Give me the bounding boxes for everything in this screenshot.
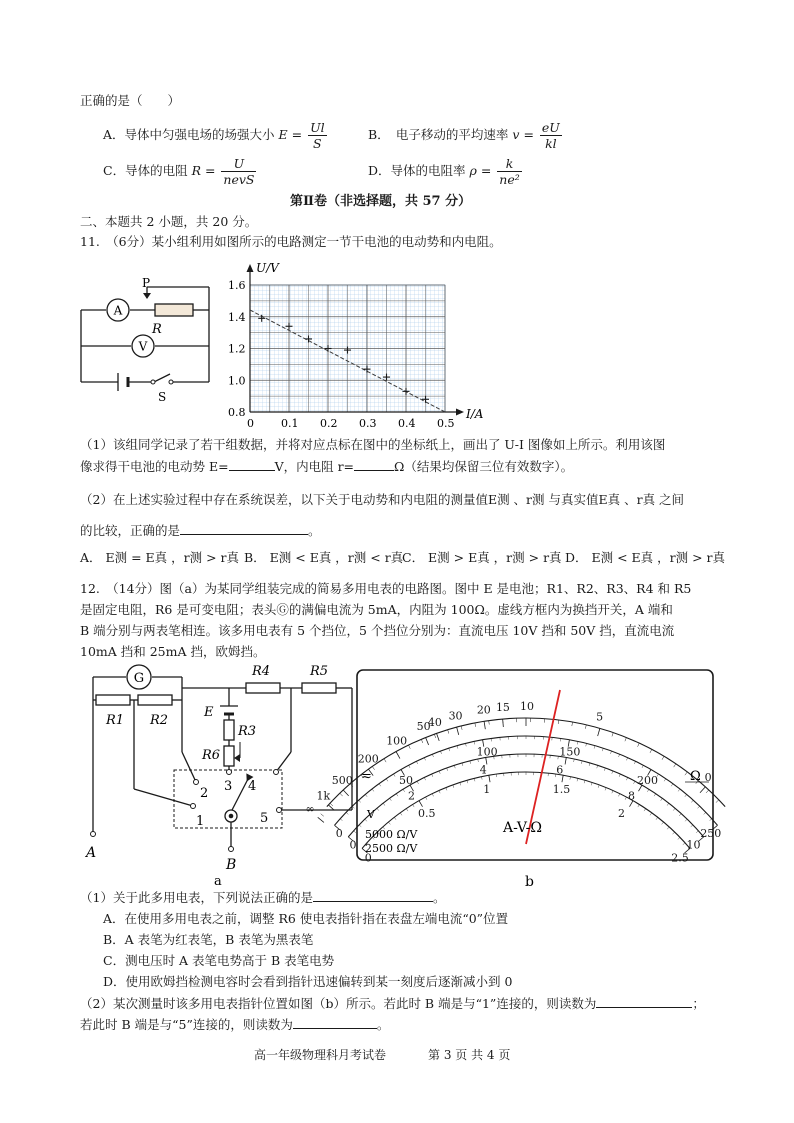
fraction: $\frac{Ul}{S}$ xyxy=(310,120,325,151)
scale-10-label: 8 xyxy=(628,789,635,803)
contact-5 xyxy=(277,808,282,813)
ohm-scale-label: 500 xyxy=(331,774,353,788)
ohm-scale-label: 30 xyxy=(448,709,463,723)
x-tick-label: 0.5 xyxy=(437,417,455,430)
x-tick-label: 0.3 xyxy=(359,417,377,430)
ohm-scale-label: 1k xyxy=(316,789,331,803)
q12-choice-blank[interactable] xyxy=(313,888,433,902)
scale-10-label: 10 xyxy=(686,838,701,852)
fraction: $\frac{k}{\text{ne²}}$ xyxy=(499,156,520,187)
terminal-a-label: A xyxy=(86,845,97,861)
q12-line2: 是固定电阻，R6 是可变电阻；表头Ⓖ的满偏电流为 5mA，内阻为 100Ω。虚线方框内为换挡开关，A 端和 xyxy=(80,602,673,617)
q12-line4: 10mA 挡和 25mA 挡，欧姆挡。 xyxy=(80,644,266,659)
rheostat-label: R xyxy=(152,322,162,337)
scale-250-label: 250 xyxy=(700,827,722,841)
contact-4-label: 4 xyxy=(248,779,257,794)
scale-2-5-label: 2 xyxy=(618,806,625,820)
r6-label: R6 xyxy=(202,748,221,763)
q12-option-b[interactable]: B．A 表笔为红表笔，B 表笔为黑表笔 xyxy=(103,932,314,947)
fraction: $\frac{eU}{kl}$ xyxy=(541,120,560,151)
x-axis-label: I/A xyxy=(466,407,484,421)
figure-a-caption: a xyxy=(214,874,222,889)
y-tick-label: 1.2 xyxy=(228,342,246,356)
r3-label: R3 xyxy=(238,724,257,739)
ohm-scale-label: 15 xyxy=(495,701,510,715)
voltmeter-label: V xyxy=(138,339,148,354)
y-axis-arrow-icon xyxy=(247,264,254,272)
emf-answer-blank[interactable] xyxy=(229,457,275,471)
ohm-scale-label: 40 xyxy=(427,715,442,729)
slider-arrow-icon xyxy=(143,293,151,299)
resistance-answer-blank[interactable] xyxy=(354,457,394,471)
r3-resistor xyxy=(224,720,234,740)
q10-option-a[interactable]: A．导体中匀强电场的场强大小 E = $\frac{Ul}{S}$ xyxy=(103,120,325,151)
scale-10-label: 4 xyxy=(479,763,487,777)
contact-2-label: 2 xyxy=(200,786,209,801)
q10-stem: 正确的是（ ） xyxy=(80,93,181,108)
q11-option-b[interactable]: B． E测 < E真 ，r测 < r真 xyxy=(244,550,404,565)
footer-page-number: 第 3 页 共 4 页 xyxy=(428,1048,511,1062)
reading-1-blank[interactable] xyxy=(596,994,692,1008)
x-tick-label: 0.2 xyxy=(320,417,338,430)
battery-label: E xyxy=(204,705,214,720)
x-axis-arrow-icon xyxy=(456,409,464,416)
fraction: $\frac{U}{\text{nevS}}$ xyxy=(223,156,255,187)
y-axis-label: U/V xyxy=(256,261,279,275)
contact-4 xyxy=(274,770,279,775)
ohm-scale-label: 50 xyxy=(416,720,431,734)
q11-option-a[interactable]: A． E测 = E真 ，r测 > r真 xyxy=(80,550,240,565)
contact-3-label: 3 xyxy=(224,779,233,794)
scale-250-label: 150 xyxy=(559,745,581,759)
r1-resistor xyxy=(96,695,130,705)
scale-10-label: 6 xyxy=(556,763,564,777)
r6-slider-arrow-icon xyxy=(234,754,240,762)
meter-spec-1: 5000 Ω/V xyxy=(365,828,418,841)
x-tick-label: 0.4 xyxy=(398,417,416,430)
scale-250-label: 100 xyxy=(476,745,498,759)
q12-option-a[interactable]: A．在使用多用电表之前，调整 R6 使电表指针指在表盘左端电流“0”位置 xyxy=(103,911,509,926)
r4-resistor xyxy=(246,683,280,693)
y-tick-label: 1.0 xyxy=(228,374,246,388)
scale-2-5-label: 1.5 xyxy=(552,783,571,797)
r6-variable-resistor xyxy=(224,746,234,766)
r2-resistor xyxy=(138,695,172,705)
contact-2 xyxy=(194,780,199,785)
q12-part2-line1: （2）某次测量时该多用电表指针位置如图（b）所示。若此时 B 端是与“1”连接的，则读数为 ； xyxy=(80,996,705,1011)
scale-2-5-label: 1 xyxy=(483,783,491,797)
q11-part1-line2: 像求得干电池的电动势 E= V，内电阻 r= Ω（结果均保留三位有效数字）。 xyxy=(80,459,574,474)
ohm-scale-label: 200 xyxy=(357,752,379,766)
x-tick-label: 0.1 xyxy=(281,417,299,430)
scale-250-label: 200 xyxy=(637,773,658,787)
scale-10-label: 2 xyxy=(408,789,415,803)
q12-option-d[interactable]: D．使用欧姆挡检测电容时会看到指针迅速偏转到某一刻度后逐渐减小到 0 xyxy=(103,974,513,989)
y-tick-label: 0.8 xyxy=(228,406,246,419)
ohm-symbol: Ω xyxy=(690,769,701,784)
galvanometer-label: G xyxy=(133,671,145,686)
q11-circuit-diagram xyxy=(76,270,226,410)
ohm-scale-label: 100 xyxy=(386,734,408,748)
ohm-scale-label: 0 xyxy=(704,770,712,784)
scale-2-5-label: 0 xyxy=(364,851,372,865)
r4-label: R4 xyxy=(252,664,271,679)
r1-label: R1 xyxy=(106,713,125,728)
contact-1 xyxy=(191,804,196,809)
y-tick-label: 1.6 xyxy=(228,279,246,292)
q11-part2-line1: （2）在上述实验过程中存在系统误差，以下关于电动势和内电阻的测量值E测 、r测 与真实值E真 、r真 之间 xyxy=(80,492,685,507)
q11-option-c[interactable]: C． E测 > E真 ，r测 > r真 xyxy=(402,550,562,565)
q10-option-b[interactable]: B． 电子移动的平均速率 v = $\frac{eU}{kl}$ xyxy=(368,120,560,151)
switch-label: S xyxy=(158,390,167,404)
terminal-a xyxy=(91,832,96,837)
v-symbol: V xyxy=(367,808,375,821)
q12-multimeter-circuit xyxy=(76,662,356,890)
r5-label: R5 xyxy=(310,664,329,679)
terminal-b xyxy=(229,847,234,852)
meter-brand: A-V-Ω xyxy=(503,820,542,836)
terminal-b-label: B xyxy=(226,857,237,873)
switch-icon xyxy=(151,380,155,384)
reading-5-blank[interactable] xyxy=(293,1015,377,1029)
meter-spec-2: 2500 Ω/V xyxy=(365,842,418,855)
r5-resistor xyxy=(302,683,336,693)
q11-choice-blank[interactable] xyxy=(180,521,308,535)
q12-line3: B 端分别与两表笔相连。该多用电表有 5 个挡位，5 个挡位分别为：直流电压 10V 挡和 50V 挡，直流电流 xyxy=(80,623,675,638)
ohm-scale-label: ∞ xyxy=(305,802,315,816)
scale-10-label: 0 xyxy=(349,838,357,852)
q11-part1-line1: （1）该组同学记录了若干组数据，并将对应点标在图中的坐标纸上，画出了 U-I 图像如上所示。利用该图 xyxy=(80,437,666,452)
ammeter-label: A xyxy=(113,303,123,318)
scale-2-5-label: 2.5 xyxy=(671,851,689,865)
q11-part2-line2: 的比较，正确的是 。 xyxy=(80,523,321,538)
scale-250-label: 50 xyxy=(399,773,413,787)
scale-250-label: 0 xyxy=(335,827,343,841)
contact-3 xyxy=(227,770,232,775)
r2-label: R2 xyxy=(150,713,169,728)
x-tick-label: 0 xyxy=(247,417,254,430)
q11-ui-graph xyxy=(226,258,496,428)
q12-line1: 12. （14分）图（a）为某同学组装完成的简易多用电表的电路图。图中 E 是电池；R1、R2、R3、R4 和 R5 xyxy=(80,581,692,596)
q11-stem: 11. （6分）某小组利用如图所示的电路测定一节干电池的电动势和内电阻。 xyxy=(80,234,502,249)
y-tick-label: 1.4 xyxy=(228,310,246,324)
contact-1-label: 1 xyxy=(196,814,205,829)
ohm-scale-label: 5 xyxy=(596,710,604,724)
q10-option-d[interactable]: D．导体的电阻率 ρ = $\frac{k}{\text{ne²}}$ xyxy=(368,156,520,187)
q12-option-c[interactable]: C．测电压时 A 表笔电势高于 B 表笔电势 xyxy=(103,953,335,968)
q12-part2-line2: 若此时 B 端是与“5”连接的，则读数为 。 xyxy=(80,1017,390,1032)
scale-2-5-label: 0.5 xyxy=(418,806,436,820)
ohm-scale-label: 20 xyxy=(476,703,491,717)
section-intro: 二、本题共 2 小题，共 20 分。 xyxy=(80,214,258,229)
section-title: 第Ⅱ卷（非选择题，共 57 分） xyxy=(290,194,472,209)
footer-exam-title: 高一年级物理科月考试卷 xyxy=(254,1048,387,1062)
slider-label: P xyxy=(142,276,151,290)
dc-symbol: ≂ xyxy=(361,769,372,784)
contact-5-label: 5 xyxy=(260,811,269,826)
q12-part1-stem: （1）关于此多用电表，下列说法正确的是 。 xyxy=(80,890,446,905)
q10-option-c[interactable]: C．导体的电阻 R = $\frac{U}{\text{nevS}}$ xyxy=(103,156,255,187)
ohm-scale-label: 10 xyxy=(520,700,534,713)
q11-option-d[interactable]: D． E测 < E真 ，r测 > r真 xyxy=(565,550,726,565)
figure-b-caption: b xyxy=(525,874,534,890)
slide-rheostat xyxy=(155,304,193,316)
